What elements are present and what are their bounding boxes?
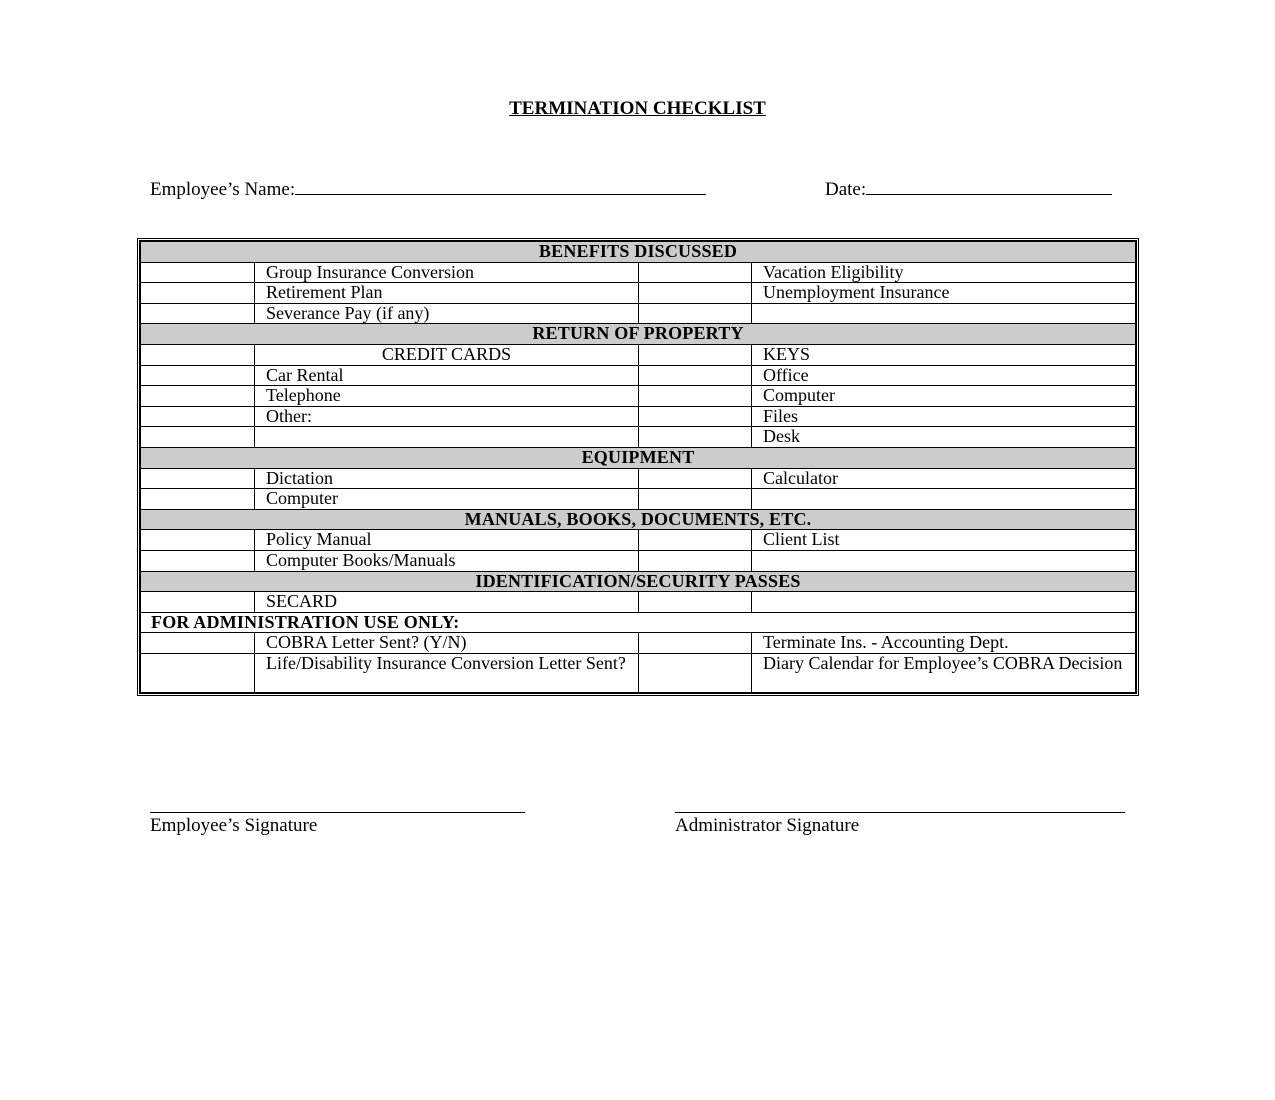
section-title: FOR ADMINISTRATION USE ONLY: — [141, 612, 1136, 633]
item-label — [752, 592, 1136, 613]
checkbox-cell[interactable] — [639, 344, 752, 365]
checkbox-cell[interactable] — [141, 633, 255, 654]
table-row — [141, 653, 1136, 692]
date-input-line[interactable] — [866, 176, 1112, 195]
employee-name-label: Employee’s Name: — [150, 179, 296, 200]
item-label: Vacation Eligibility — [752, 262, 1136, 283]
checkbox-cell[interactable] — [141, 262, 255, 283]
checkbox-cell[interactable] — [639, 427, 752, 448]
employee-signature-block — [150, 812, 525, 837]
employee-signature-line[interactable] — [150, 812, 525, 814]
checkbox-cell[interactable] — [141, 283, 255, 304]
item-label: Dictation — [255, 468, 639, 489]
table-row — [141, 592, 1136, 613]
section-title: MANUALS, BOOKS, DOCUMENTS, ETC. — [141, 509, 1136, 530]
checkbox-cell[interactable] — [639, 283, 752, 304]
section-header-manuals — [141, 509, 1136, 530]
table-row — [141, 468, 1136, 489]
item-label: Group Insurance Conversion — [255, 262, 639, 283]
checklist-table — [140, 241, 1136, 693]
checkbox-cell[interactable] — [141, 489, 255, 510]
other-entry-cell[interactable] — [255, 427, 639, 448]
section-title: RETURN OF PROPERTY — [141, 324, 1136, 345]
checkbox-cell[interactable] — [639, 633, 752, 654]
item-label: Retirement Plan — [255, 283, 639, 304]
table-row — [141, 344, 1136, 365]
checklist-table-frame — [137, 238, 1139, 696]
item-label: Computer — [752, 386, 1136, 407]
checkbox-cell[interactable] — [141, 303, 255, 324]
checkbox-cell[interactable] — [639, 550, 752, 571]
date-label: Date: — [825, 179, 867, 200]
item-label: Policy Manual — [255, 530, 639, 551]
checkbox-cell[interactable] — [141, 344, 255, 365]
checkbox-cell[interactable] — [639, 406, 752, 427]
checkbox-cell[interactable] — [639, 592, 752, 613]
employee-name-field — [150, 176, 706, 201]
administrator-signature-line[interactable] — [675, 812, 1125, 814]
section-title: EQUIPMENT — [141, 447, 1136, 468]
checkbox-cell[interactable] — [639, 653, 752, 692]
table-row — [141, 262, 1136, 283]
item-label: Terminate Ins. - Accounting Dept. — [752, 633, 1136, 654]
item-label — [752, 303, 1136, 324]
checkbox-cell[interactable] — [141, 406, 255, 427]
checkbox-cell[interactable] — [141, 365, 255, 386]
item-label: COBRA Letter Sent? (Y/N) — [255, 633, 639, 654]
table-row — [141, 365, 1136, 386]
employee-signature-label: Employee’s Signature — [150, 815, 318, 836]
checkbox-cell[interactable] — [141, 653, 255, 692]
section-header-property — [141, 324, 1136, 345]
checkbox-cell[interactable] — [141, 550, 255, 571]
item-label: Files — [752, 406, 1136, 427]
table-row — [141, 633, 1136, 654]
item-label: Calculator — [752, 468, 1136, 489]
section-header-admin — [141, 612, 1136, 633]
item-label: Computer Books/Manuals — [255, 550, 639, 571]
item-label: Unemployment Insurance — [752, 283, 1136, 304]
page-title — [0, 98, 1275, 120]
checkbox-cell[interactable] — [141, 386, 255, 407]
item-label: Client List — [752, 530, 1136, 551]
checkbox-cell[interactable] — [639, 386, 752, 407]
item-label: SECARD — [255, 592, 639, 613]
item-label — [752, 550, 1136, 571]
checkbox-cell[interactable] — [639, 365, 752, 386]
table-row — [141, 489, 1136, 510]
section-title: BENEFITS DISCUSSED — [141, 242, 1136, 263]
item-label: Office — [752, 365, 1136, 386]
checkbox-cell[interactable] — [639, 262, 752, 283]
subheading-keys: KEYS — [752, 344, 1136, 365]
item-label: Desk — [752, 427, 1136, 448]
subheading-credit-cards: CREDIT CARDS — [255, 344, 639, 365]
employee-name-input-line[interactable] — [295, 176, 706, 195]
title-text: TERMINATION CHECKLIST — [509, 98, 766, 119]
table-row — [141, 550, 1136, 571]
checkbox-cell[interactable] — [141, 468, 255, 489]
checkbox-cell[interactable] — [141, 592, 255, 613]
date-field — [825, 176, 1112, 201]
item-label: Severance Pay (if any) — [255, 303, 639, 324]
table-row — [141, 303, 1136, 324]
item-label: Car Rental — [255, 365, 639, 386]
section-title: IDENTIFICATION/SECURITY PASSES — [141, 571, 1136, 592]
checkbox-cell[interactable] — [639, 468, 752, 489]
checkbox-cell[interactable] — [141, 427, 255, 448]
item-label: Other: — [255, 406, 639, 427]
item-label: Computer — [255, 489, 639, 510]
table-row — [141, 386, 1136, 407]
administrator-signature-label: Administrator Signature — [675, 815, 860, 836]
administrator-signature-block — [675, 812, 1125, 837]
table-row — [141, 530, 1136, 551]
item-label — [752, 489, 1136, 510]
section-header-identification — [141, 571, 1136, 592]
checkbox-cell[interactable] — [639, 303, 752, 324]
section-header-benefits — [141, 242, 1136, 263]
item-label: Life/Disability Insurance Conversion Letter Sent? — [255, 653, 639, 692]
item-label: Telephone — [255, 386, 639, 407]
checkbox-cell[interactable] — [141, 530, 255, 551]
item-label: Diary Calendar for Employee’s COBRA Decision — [752, 653, 1136, 692]
table-row — [141, 283, 1136, 304]
checkbox-cell[interactable] — [639, 530, 752, 551]
section-header-equipment — [141, 447, 1136, 468]
checkbox-cell[interactable] — [639, 489, 752, 510]
table-row — [141, 427, 1136, 448]
table-row — [141, 406, 1136, 427]
